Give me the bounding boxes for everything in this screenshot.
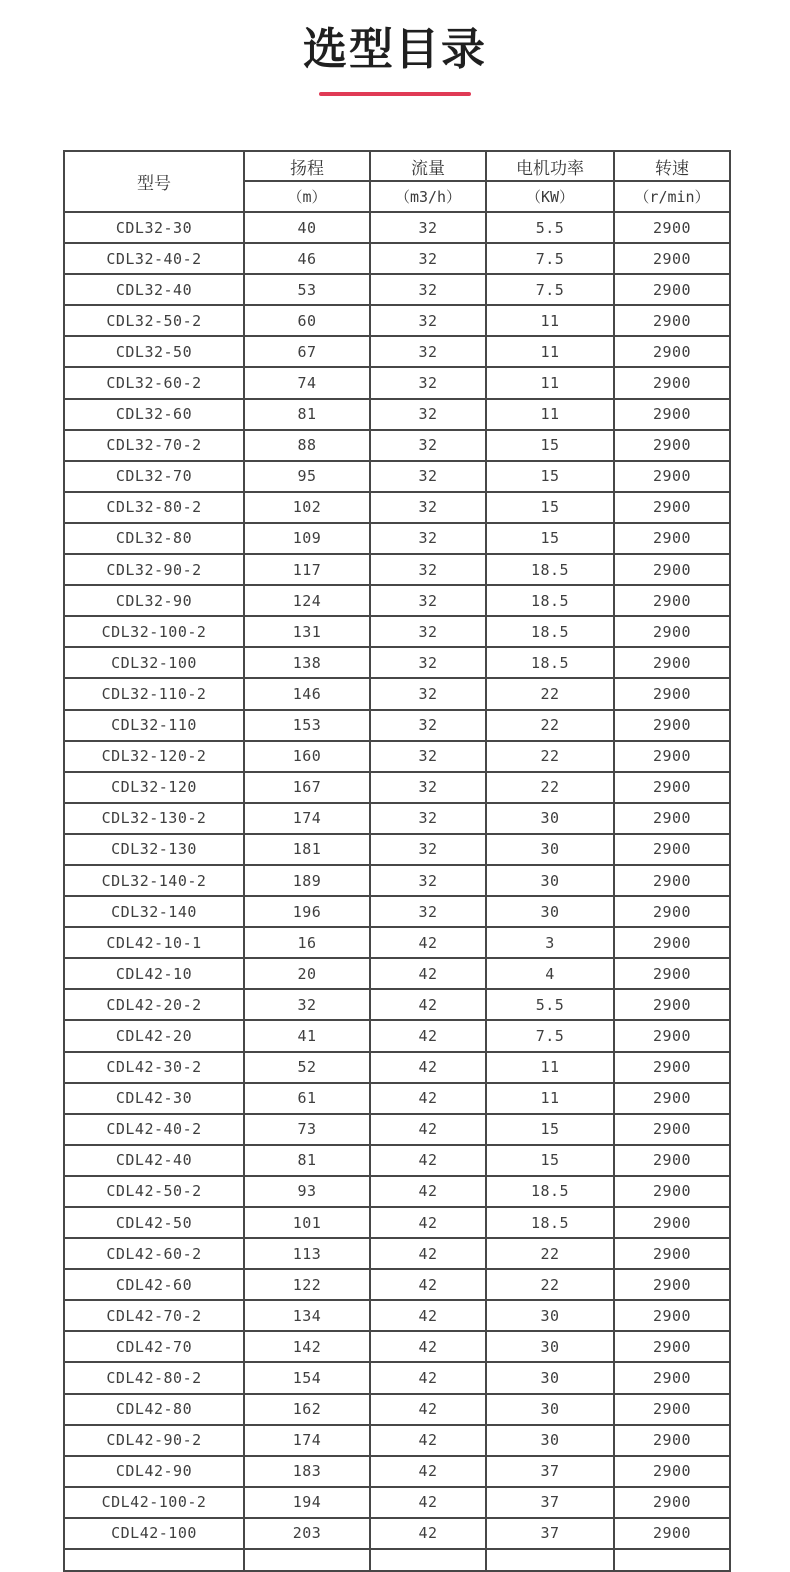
head-cell: 154 [244, 1362, 370, 1393]
power-cell: 11 [486, 1083, 614, 1114]
power-cell: 7.5 [486, 274, 614, 305]
flow-cell: 32 [370, 430, 486, 461]
flow-cell: 42 [370, 927, 486, 958]
model-cell: CDL32-100 [64, 647, 244, 678]
head-cell: 40 [244, 212, 370, 243]
unit-head-m: （m） [244, 181, 370, 212]
model-cell: CDL32-80-2 [64, 492, 244, 523]
table-row [64, 523, 730, 554]
flow-cell: 42 [370, 1394, 486, 1425]
power-cell: 30 [486, 834, 614, 865]
power-cell: 22 [486, 741, 614, 772]
table-row [64, 865, 730, 896]
flow-cell: 32 [370, 585, 486, 616]
empty-cell [614, 1549, 730, 1571]
model-cell: CDL32-110 [64, 710, 244, 741]
power-cell: 37 [486, 1456, 614, 1487]
speed-cell: 2900 [614, 927, 730, 958]
model-cell: CDL42-30 [64, 1083, 244, 1114]
head-cell: 67 [244, 336, 370, 367]
table-row [64, 243, 730, 274]
head-cell: 196 [244, 896, 370, 927]
model-cell: CDL32-50 [64, 336, 244, 367]
model-cell: CDL32-140-2 [64, 865, 244, 896]
flow-cell: 32 [370, 274, 486, 305]
speed-cell: 2900 [614, 1114, 730, 1145]
speed-cell: 2900 [614, 1238, 730, 1269]
power-cell: 30 [486, 896, 614, 927]
power-cell: 11 [486, 399, 614, 430]
flow-cell: 32 [370, 367, 486, 398]
flow-cell: 32 [370, 554, 486, 585]
speed-cell: 2900 [614, 1362, 730, 1393]
model-cell: CDL42-20-2 [64, 989, 244, 1020]
flow-cell: 32 [370, 710, 486, 741]
power-cell: 11 [486, 367, 614, 398]
power-cell: 5.5 [486, 989, 614, 1020]
speed-cell: 2900 [614, 710, 730, 741]
flow-cell: 32 [370, 741, 486, 772]
power-cell: 30 [486, 1331, 614, 1362]
table-row [64, 616, 730, 647]
power-cell: 30 [486, 865, 614, 896]
model-cell: CDL32-90-2 [64, 554, 244, 585]
head-cell: 60 [244, 305, 370, 336]
power-cell: 30 [486, 1394, 614, 1425]
flow-cell: 42 [370, 1269, 486, 1300]
power-cell: 15 [486, 492, 614, 523]
model-cell: CDL32-70-2 [64, 430, 244, 461]
speed-cell: 2900 [614, 1052, 730, 1083]
speed-cell: 2900 [614, 958, 730, 989]
flow-cell: 42 [370, 1114, 486, 1145]
speed-cell: 2900 [614, 678, 730, 709]
table-row [64, 989, 730, 1020]
speed-cell: 2900 [614, 1487, 730, 1518]
head-cell: 162 [244, 1394, 370, 1425]
flow-cell: 32 [370, 523, 486, 554]
speed-cell: 2900 [614, 367, 730, 398]
table-row [64, 1238, 730, 1269]
model-cell: CDL32-60 [64, 399, 244, 430]
table-row [64, 585, 730, 616]
head-cell: 142 [244, 1331, 370, 1362]
table-row [64, 1394, 730, 1425]
flow-cell: 32 [370, 399, 486, 430]
model-cell: CDL32-50-2 [64, 305, 244, 336]
speed-cell: 2900 [614, 243, 730, 274]
power-cell: 22 [486, 710, 614, 741]
flow-cell: 42 [370, 1207, 486, 1238]
speed-cell: 2900 [614, 430, 730, 461]
head-cell: 81 [244, 399, 370, 430]
table-row [64, 554, 730, 585]
table-row [64, 741, 730, 772]
head-cell: 189 [244, 865, 370, 896]
model-cell: CDL32-130 [64, 834, 244, 865]
head-cell: 183 [244, 1456, 370, 1487]
power-cell: 18.5 [486, 647, 614, 678]
model-cell: CDL32-120-2 [64, 741, 244, 772]
power-cell: 18.5 [486, 554, 614, 585]
table-row [64, 461, 730, 492]
column-header-power: 电机功率 [486, 151, 614, 181]
speed-cell: 2900 [614, 803, 730, 834]
power-cell: 11 [486, 305, 614, 336]
table-row [64, 1083, 730, 1114]
speed-cell: 2900 [614, 989, 730, 1020]
model-cell: CDL32-60-2 [64, 367, 244, 398]
head-cell: 160 [244, 741, 370, 772]
model-cell: CDL42-60 [64, 1269, 244, 1300]
model-cell: CDL32-140 [64, 896, 244, 927]
table-row [64, 1207, 730, 1238]
table-row [64, 1487, 730, 1518]
head-cell: 174 [244, 1425, 370, 1456]
model-cell: CDL42-90-2 [64, 1425, 244, 1456]
model-cell: CDL42-30-2 [64, 1052, 244, 1083]
unit-power-kw: （KW） [486, 181, 614, 212]
speed-cell: 2900 [614, 741, 730, 772]
flow-cell: 42 [370, 1425, 486, 1456]
speed-cell: 2900 [614, 1269, 730, 1300]
model-cell: CDL42-10-1 [64, 927, 244, 958]
flow-cell: 42 [370, 1331, 486, 1362]
table-row [64, 367, 730, 398]
flow-cell: 42 [370, 1020, 486, 1051]
table-row [64, 1176, 730, 1207]
table-row [64, 1425, 730, 1456]
speed-cell: 2900 [614, 212, 730, 243]
table-row [64, 305, 730, 336]
flow-cell: 32 [370, 336, 486, 367]
speed-cell: 2900 [614, 1425, 730, 1456]
head-cell: 153 [244, 710, 370, 741]
speed-cell: 2900 [614, 1020, 730, 1051]
head-cell: 16 [244, 927, 370, 958]
power-cell: 22 [486, 1238, 614, 1269]
model-cell: CDL42-60-2 [64, 1238, 244, 1269]
table-row [64, 710, 730, 741]
flow-cell: 32 [370, 834, 486, 865]
table-row [64, 1052, 730, 1083]
flow-cell: 42 [370, 989, 486, 1020]
speed-cell: 2900 [614, 616, 730, 647]
flow-cell: 42 [370, 958, 486, 989]
flow-cell: 42 [370, 1300, 486, 1331]
head-cell: 41 [244, 1020, 370, 1051]
table-row [64, 430, 730, 461]
power-cell: 7.5 [486, 243, 614, 274]
head-cell: 146 [244, 678, 370, 709]
flow-cell: 42 [370, 1456, 486, 1487]
flow-cell: 42 [370, 1362, 486, 1393]
speed-cell: 2900 [614, 585, 730, 616]
table-row [64, 834, 730, 865]
unit-speed-rmin: （r/min） [614, 181, 730, 212]
speed-cell: 2900 [614, 305, 730, 336]
speed-cell: 2900 [614, 399, 730, 430]
flow-cell: 32 [370, 461, 486, 492]
flow-cell: 32 [370, 678, 486, 709]
flow-cell: 32 [370, 896, 486, 927]
head-cell: 74 [244, 367, 370, 398]
model-cell: CDL32-90 [64, 585, 244, 616]
speed-cell: 2900 [614, 554, 730, 585]
speed-cell: 2900 [614, 1394, 730, 1425]
table-row [64, 647, 730, 678]
table-row [64, 896, 730, 927]
flow-cell: 42 [370, 1238, 486, 1269]
flow-cell: 32 [370, 647, 486, 678]
head-cell: 101 [244, 1207, 370, 1238]
power-cell: 15 [486, 461, 614, 492]
power-cell: 15 [486, 1145, 614, 1176]
table-row [64, 958, 730, 989]
head-cell: 95 [244, 461, 370, 492]
model-cell: CDL42-50 [64, 1207, 244, 1238]
table-row [64, 1269, 730, 1300]
column-header-head: 扬程 [244, 151, 370, 181]
model-cell: CDL32-40 [64, 274, 244, 305]
table-row [64, 772, 730, 803]
table-row [64, 803, 730, 834]
head-cell: 53 [244, 274, 370, 305]
speed-cell: 2900 [614, 492, 730, 523]
power-cell: 4 [486, 958, 614, 989]
head-cell: 138 [244, 647, 370, 678]
model-cell: CDL42-70 [64, 1331, 244, 1362]
table-row [64, 678, 730, 709]
model-cell: CDL32-120 [64, 772, 244, 803]
flow-cell: 32 [370, 492, 486, 523]
head-cell: 181 [244, 834, 370, 865]
flow-cell: 42 [370, 1145, 486, 1176]
model-cell: CDL42-10 [64, 958, 244, 989]
flow-cell: 32 [370, 212, 486, 243]
table-row [64, 212, 730, 243]
speed-cell: 2900 [614, 896, 730, 927]
head-cell: 134 [244, 1300, 370, 1331]
head-cell: 93 [244, 1176, 370, 1207]
title-underline-accent [319, 92, 471, 96]
speed-cell: 2900 [614, 1331, 730, 1362]
speed-cell: 2900 [614, 865, 730, 896]
table-row [64, 1331, 730, 1362]
head-cell: 167 [244, 772, 370, 803]
flow-cell: 32 [370, 243, 486, 274]
power-cell: 18.5 [486, 1176, 614, 1207]
power-cell: 11 [486, 1052, 614, 1083]
table-row [64, 274, 730, 305]
head-cell: 122 [244, 1269, 370, 1300]
speed-cell: 2900 [614, 274, 730, 305]
speed-cell: 2900 [614, 1300, 730, 1331]
power-cell: 22 [486, 1269, 614, 1300]
head-cell: 194 [244, 1487, 370, 1518]
unit-flow-m3h: （m3/h） [370, 181, 486, 212]
empty-cell [370, 1549, 486, 1571]
head-cell: 73 [244, 1114, 370, 1145]
model-cell: CDL42-50-2 [64, 1176, 244, 1207]
speed-cell: 2900 [614, 523, 730, 554]
model-cell: CDL32-80 [64, 523, 244, 554]
power-cell: 5.5 [486, 212, 614, 243]
power-cell: 30 [486, 1362, 614, 1393]
power-cell: 37 [486, 1518, 614, 1549]
table-row [64, 1300, 730, 1331]
power-cell: 3 [486, 927, 614, 958]
table-row [64, 492, 730, 523]
flow-cell: 32 [370, 616, 486, 647]
power-cell: 30 [486, 1425, 614, 1456]
speed-cell: 2900 [614, 1207, 730, 1238]
model-cell: CDL42-100 [64, 1518, 244, 1549]
head-cell: 20 [244, 958, 370, 989]
model-cell: CDL42-70-2 [64, 1300, 244, 1331]
column-header-speed: 转速 [614, 151, 730, 181]
table-row [64, 927, 730, 958]
head-cell: 203 [244, 1518, 370, 1549]
power-cell: 18.5 [486, 585, 614, 616]
power-cell: 7.5 [486, 1020, 614, 1051]
empty-cell [486, 1549, 614, 1571]
table-row [64, 1114, 730, 1145]
head-cell: 109 [244, 523, 370, 554]
head-cell: 124 [244, 585, 370, 616]
table-row [64, 1362, 730, 1393]
speed-cell: 2900 [614, 647, 730, 678]
speed-cell: 2900 [614, 834, 730, 865]
flow-cell: 32 [370, 772, 486, 803]
power-cell: 30 [486, 1300, 614, 1331]
flow-cell: 42 [370, 1052, 486, 1083]
model-cell: CDL42-100-2 [64, 1487, 244, 1518]
model-cell: CDL32-130-2 [64, 803, 244, 834]
speed-cell: 2900 [614, 336, 730, 367]
head-cell: 117 [244, 554, 370, 585]
head-cell: 88 [244, 430, 370, 461]
speed-cell: 2900 [614, 1456, 730, 1487]
head-cell: 102 [244, 492, 370, 523]
power-cell: 18.5 [486, 616, 614, 647]
model-cell: CDL32-30 [64, 212, 244, 243]
flow-cell: 42 [370, 1518, 486, 1549]
speed-cell: 2900 [614, 1518, 730, 1549]
flow-cell: 42 [370, 1176, 486, 1207]
empty-cell [64, 1549, 244, 1571]
model-cell: CDL32-110-2 [64, 678, 244, 709]
speed-cell: 2900 [614, 772, 730, 803]
page-title: 选型目录 [303, 25, 487, 74]
power-cell: 22 [486, 772, 614, 803]
table-row [64, 399, 730, 430]
head-cell: 174 [244, 803, 370, 834]
model-cell: CDL42-80 [64, 1394, 244, 1425]
table-row [64, 1020, 730, 1051]
table-row [64, 336, 730, 367]
model-cell: CDL42-40-2 [64, 1114, 244, 1145]
speed-cell: 2900 [614, 1176, 730, 1207]
model-cell: CDL32-100-2 [64, 616, 244, 647]
power-cell: 30 [486, 803, 614, 834]
power-cell: 15 [486, 430, 614, 461]
flow-cell: 42 [370, 1083, 486, 1114]
head-cell: 81 [244, 1145, 370, 1176]
table-row [64, 1145, 730, 1176]
flow-cell: 42 [370, 1487, 486, 1518]
head-cell: 46 [244, 243, 370, 274]
speed-cell: 2900 [614, 1145, 730, 1176]
speed-cell: 2900 [614, 1083, 730, 1114]
flow-cell: 32 [370, 305, 486, 336]
head-cell: 113 [244, 1238, 370, 1269]
head-cell: 32 [244, 989, 370, 1020]
table-row [64, 1456, 730, 1487]
power-cell: 11 [486, 336, 614, 367]
head-cell: 61 [244, 1083, 370, 1114]
power-cell: 15 [486, 523, 614, 554]
power-cell: 18.5 [486, 1207, 614, 1238]
table-body [64, 212, 730, 1571]
head-cell: 131 [244, 616, 370, 647]
empty-cell [244, 1549, 370, 1571]
model-cell: CDL42-20 [64, 1020, 244, 1051]
speed-cell: 2900 [614, 461, 730, 492]
model-cell: CDL32-40-2 [64, 243, 244, 274]
table-row-partial [64, 1549, 730, 1571]
table-header [64, 151, 730, 212]
power-cell: 15 [486, 1114, 614, 1145]
power-cell: 37 [486, 1487, 614, 1518]
column-header-flow: 流量 [370, 151, 486, 181]
model-cell: CDL32-70 [64, 461, 244, 492]
power-cell: 22 [486, 678, 614, 709]
model-cell: CDL42-80-2 [64, 1362, 244, 1393]
model-cell: CDL42-90 [64, 1456, 244, 1487]
table-row [64, 1518, 730, 1549]
column-header-model: 型号 [64, 151, 244, 212]
model-cell: CDL42-40 [64, 1145, 244, 1176]
head-cell: 52 [244, 1052, 370, 1083]
pump-selection-table [63, 150, 731, 1572]
flow-cell: 32 [370, 803, 486, 834]
flow-cell: 32 [370, 865, 486, 896]
